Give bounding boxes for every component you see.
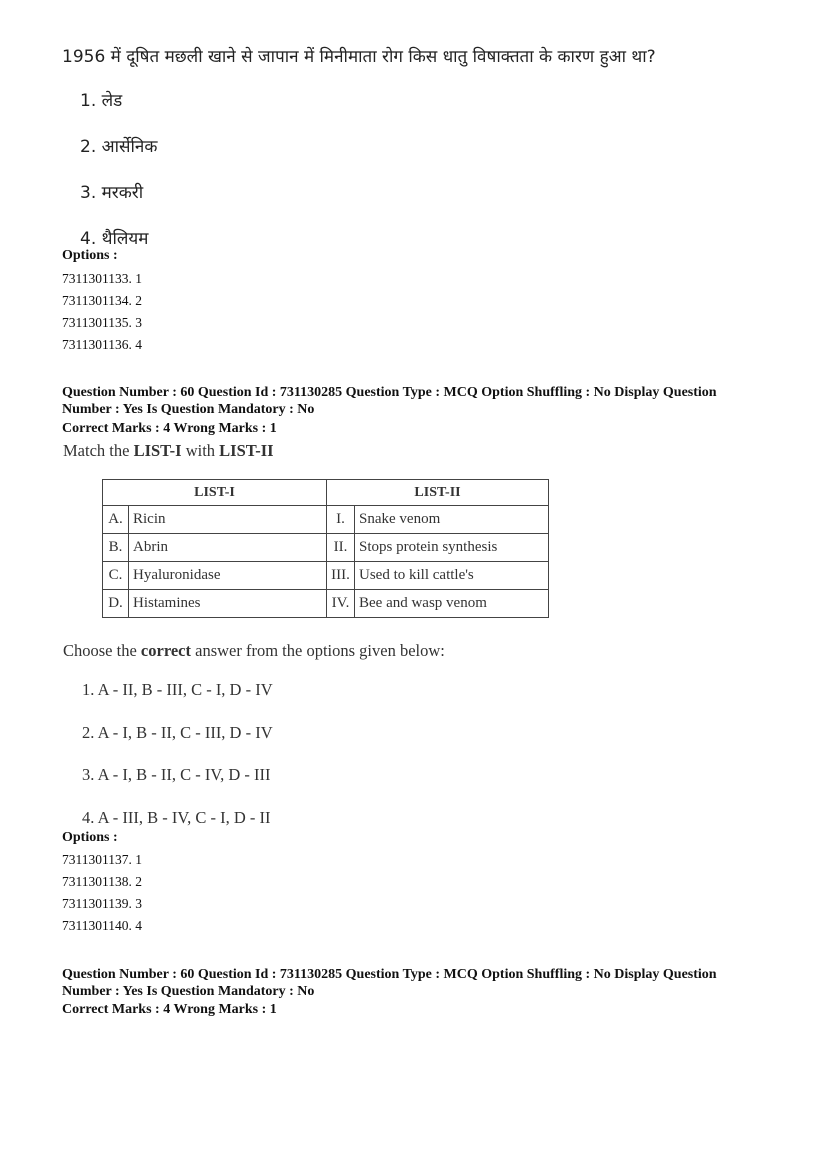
table-row [103,562,549,590]
match-table [102,479,549,618]
question-text: 1956 में दूषित मछली खाने से जापान में मिनीमाता रोग किस धातु विषाक्तता के कारण हुआ था? [62,47,656,67]
list-1-value: Hyaluronidase [129,562,327,590]
option-id: 7311301140. 4 [62,918,142,933]
table-row [103,506,549,534]
marks-info: Correct Marks : 4 Wrong Marks : 1 [62,1002,277,1017]
list-2-value: Stops protein synthesis [355,534,549,562]
option-id: 7311301139. 3 [62,896,142,911]
list-2-value: Bee and wasp venom [355,590,549,618]
option-id: 7311301138. 2 [62,874,142,889]
table-row [103,590,549,618]
list-1-value: Histamines [129,590,327,618]
option-id: 7311301135. 3 [62,315,142,330]
list-1-key: B. [103,534,129,562]
choose-prompt: Choose the correct answer from the options given below: [63,641,445,660]
list-2-key: IV. [327,590,355,618]
list-1-value: Abrin [129,534,327,562]
question-meta: Question Number : 60 Question Id : 731130285 Question Type : MCQ Option Shuffling : No Display Question Number : Yes Is Question Mandatory : No [62,385,717,417]
list-1-value: Ricin [129,506,327,534]
question-meta: Question Number : 60 Question Id : 731130285 Question Type : MCQ Option Shuffling : No Display Question Number : Yes Is Question Mandatory : No [62,967,717,999]
option-id: 7311301137. 1 [62,852,142,867]
choice-3: 3. मरकरी [80,183,144,203]
marks-info: Correct Marks : 4 Wrong Marks : 1 [62,421,277,436]
list-2-value: Snake venom [355,506,549,534]
choice-4: 4. थैलियम [80,229,149,249]
list-2-value: Used to kill cattle's [355,562,549,590]
list-1-header: LIST-I [103,480,327,506]
match-prompt: Match the LIST-I with LIST-II [63,441,274,460]
table-row [103,534,549,562]
list-2-key: I. [327,506,355,534]
option-id: 7311301133. 1 [62,271,142,286]
choice-1: 1. A - II, B - III, C - I, D - IV [82,680,273,699]
options-label: Options : [62,830,118,845]
choice-4: 4. A - III, B - IV, C - I, D - II [82,808,271,827]
list-1-key: C. [103,562,129,590]
list-2-header: LIST-II [327,480,549,506]
option-id: 7311301134. 2 [62,293,142,308]
choice-2: 2. आर्सेनिक [80,137,158,157]
choice-3: 3. A - I, B - II, C - IV, D - III [82,765,271,784]
choice-1: 1. लेड [80,91,123,111]
list-1-key: D. [103,590,129,618]
choice-2: 2. A - I, B - II, C - III, D - IV [82,723,273,742]
list-2-key: III. [327,562,355,590]
option-id: 7311301136. 4 [62,337,142,352]
list-1-key: A. [103,506,129,534]
list-2-key: II. [327,534,355,562]
options-label: Options : [62,248,118,263]
